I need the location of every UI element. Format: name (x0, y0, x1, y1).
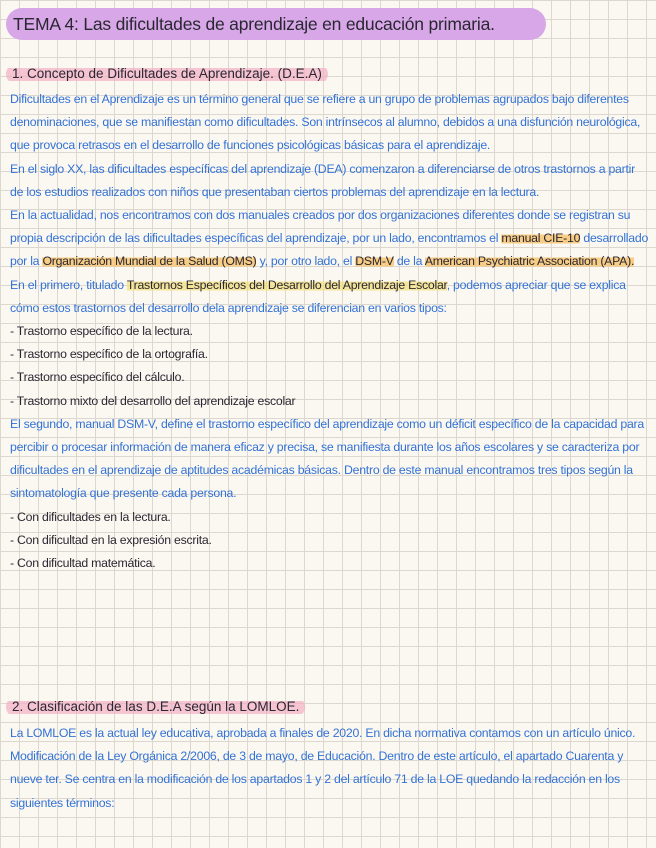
list-item: - Trastorno específico de la lectura. (10, 324, 193, 339)
list-item: - Trastorno específico del cálculo. (10, 370, 185, 385)
section-1-body (10, 88, 650, 575)
text-run: desarrollado por la (10, 231, 649, 269)
list-item: - Trastorno mixto del desarrollo del aprendizaje escolar (10, 393, 296, 408)
paragraph: En el siglo XX, las dificultades específicas del aprendizaje (DEA) comenzaron a diferenciarse de otros trastornos a partir de los estudios realizados con niños que presentaban ciertos problemas del aprendizaje en la lectura. (10, 161, 635, 199)
list-item: - Trastorno específico de la ortografía. (10, 347, 208, 362)
section-1-heading: 1. Concepto de Dificultades de Aprendizaje. (D.E.A) (6, 64, 328, 84)
highlight-oms: Organización Mundial de la Salud (OMS) (42, 254, 257, 269)
paragraph (10, 204, 650, 320)
list-item: - Con dificultad en la expresión escrita. (10, 532, 212, 547)
text-run: En el primero, titulado (10, 277, 127, 292)
paragraph: El segundo, manual DSM-V, define el trastorno específico del aprendizaje como un déficit específico de la capacidad para percibir o procesar información de manera eficaz y precisa, se manifiesta durante los años escolares y se caracteriza por dificultades en el aprendizaje de aptitudes académicas básicas. Dentro de este manual encontramos tres tipos según la sintomatología que presente cada persona. (10, 416, 644, 501)
section-2-body (10, 722, 650, 815)
text-run: , podemos apreciar que se explica cómo estos trastornos del desarrollo dela aprendizaje se diferencian en varios tipos: (10, 277, 626, 315)
highlight-apa: American Psychiatric Association (APA). (424, 254, 635, 269)
paragraph: La LOMLOE es la actual ley educativa, aprobada a finales de 2020. En dicha normativa contamos con un artículo único. Modificación de la Ley Orgánica 2/2006, de 3 de mayo, de Educación. Dentro de este artículo, el apartado Cuarenta y nueve ter. Se centra en la modificación de los apartados 1 y 2 del artículo 71 de la LOE quedando la redacción en los siguientes términos: (10, 726, 636, 810)
page-title: TEMA 4: Las dificultades de aprendizaje en educación primaria. (6, 8, 546, 40)
highlight-trastornos-title: Trastornos Específicos del Desarrollo del Aprendizaje Escolar (126, 277, 447, 292)
highlight-cie10: manual CIE-10 (501, 231, 581, 246)
highlight-dsm5: DSM-V (355, 254, 394, 269)
text-run: de la (393, 254, 425, 269)
paragraph: Dificultades en el Aprendizaje es un término general que se refiere a un grupo de problemas agrupados bajo diferentes denominaciones, que se manifiestan como dificultades. Son intrínsecos al alumno, debidos a una disfunción neurológica, que provoca retrasos en el desarrollo de funciones psicológicas básicas para el aprendizaje. (10, 92, 641, 153)
text-run: En la actualidad, nos encontramos con dos manuales creados por dos organizaciones diferentes donde se registran su propia descripción de las dificultades específicas del aprendizaje, por un lado, encontramos el (10, 208, 631, 246)
list-item: - Con dificultad matemática. (10, 556, 156, 571)
text-run: y, por otro lado, el (256, 254, 356, 269)
section-2-heading: 2. Clasificación de las D.E.A según la LOMLOE. (6, 697, 305, 717)
list-item: - Con dificultades en la lectura. (10, 509, 171, 524)
